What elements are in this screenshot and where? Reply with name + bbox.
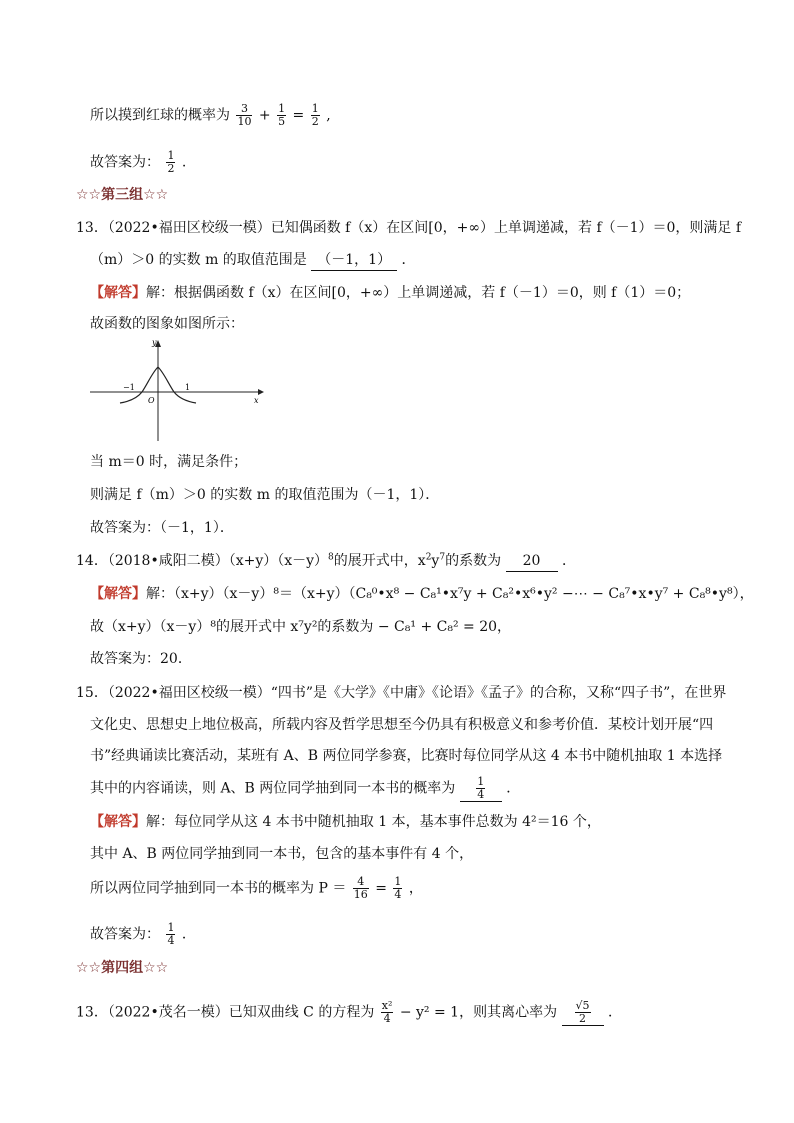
red-ball-probability-line: 所以摸到红球的概率为 $\frac{3}{10}$ + $\frac{1}{5}$ = $\frac{1}{2}$ , — [90, 102, 331, 128]
answer-line: 故答案为： $\frac{1}{2}$ . — [90, 149, 187, 175]
fraction: $\frac{1}{5}$ — [278, 102, 286, 128]
fraction: $\frac{1}{4}$ — [167, 921, 175, 947]
fraction: $\frac{3}{10}$ — [237, 102, 252, 128]
question-15-line-1: 15．（2022•福田区校级一模）“四书”是《大学》《中庸》《论语》《孟子》的合称，又称“四子书”，在世界 — [76, 685, 727, 701]
solution-line-2: 其中 A、B 两位同学抽到同一本书，包含的基本事件有 4 个， — [90, 846, 474, 862]
y-label: y — [152, 338, 157, 347]
question-15-line-4: 其中的内容诵读，则 A、B 两位同学抽到同一本书的概率为 $\frac{1}{4}$ ． — [90, 775, 521, 801]
fraction: $\frac{1}{2}$ — [167, 149, 175, 175]
answer-blank — [460, 776, 502, 802]
question-13-line-2: （m）＞0 的实数 m 的取值范围是 （－1，1） ． — [90, 250, 416, 271]
solution-line-3: 所以两位同学抽到同一本书的概率为 P ＝ $\frac{4}{16}$ = $\frac{1}{4}$ ， — [90, 875, 423, 901]
group-header: ☆☆第三组☆☆ — [76, 187, 169, 203]
question-13-hyperbola: 13．（2022•茂名一模）已知双曲线 C 的方程为 $\frac{\text{x²}}{4}$ − y² = 1，则其离心率为 $\frac{√5}{2}$ ． — [76, 999, 622, 1025]
answer-blank: （－1，1） — [311, 250, 397, 271]
solution-line-1: 【解答】解：根据偶函数 f（x）在区间[0，+∞）上单调递减，若 f（－1）＝0，则 f（1）＝0； — [90, 285, 691, 301]
question-13-line-1: 13．（2022•福田区校级一模）已知偶函数 f（x）在区间[0，+∞）上单调递减，若 f（－1）＝0，则满足 f — [76, 220, 742, 236]
solution-line-1: 【解答】解：每位同学从这 4 本书中随机抽取 1 本，基本事件总数为 4²＝16 个， — [90, 814, 601, 830]
function-graph — [90, 337, 265, 445]
fraction: $\frac{4}{16}$ — [353, 875, 368, 901]
fraction: $\frac{1}{4}$ — [477, 775, 485, 801]
fraction: $\frac{1}{2}$ — [311, 102, 319, 128]
question-15-line-3: 书”经典诵读比赛活动，某班有 A、B 两位同学参赛，比赛时每位同学从这 4 本书中随机抽取 1 本选择 — [90, 748, 723, 764]
origin-label: O — [148, 396, 155, 405]
x-label: x — [254, 396, 259, 405]
solution-line-5: 故答案为：（－1，1）． — [90, 520, 234, 536]
answer-blank — [562, 1000, 604, 1026]
question-14-line-1: 14．（2018•咸阳二模）$(x+y)(x-y)^8$的展开式中，$x^2y^7$的系数为 20 ． — [76, 551, 576, 572]
neg-one-label: −1 — [123, 383, 135, 392]
answer-blank: 20 — [506, 551, 558, 572]
solution-tag: 【解答】 — [90, 586, 146, 602]
solution-tag: 【解答】 — [90, 285, 146, 301]
group-header: ☆☆第四组☆☆ — [76, 960, 169, 976]
fraction: $\frac{√5}{2}$ — [575, 999, 590, 1025]
solution-line-4: 故答案为： $\frac{1}{4}$ ． — [90, 921, 196, 947]
solution-line-3: 故答案为：20． — [90, 651, 192, 667]
solution-line-4: 则满足 f（m）＞0 的实数 m 的取值范围为（－1，1）． — [90, 487, 440, 503]
x-axis-arrow — [258, 389, 264, 395]
fraction: $\frac{\text{x²}}{4}$ — [381, 999, 393, 1025]
one-label: 1 — [185, 383, 191, 392]
solution-line-2: 故（x+y）（x－y）⁸的展开式中 x⁷y²的系数为 − C₈¹ + C₈² = 20， — [90, 619, 512, 635]
solution-line-2: 故函数的图象如图所示： — [90, 316, 244, 332]
question-15-line-2: 文化史、思想史上地位极高，所载内容及哲学思想至今仍具有积极意义和参考价值．某校计划开展“四 — [90, 717, 714, 733]
fraction: $\frac{1}{4}$ — [394, 875, 402, 901]
solution-line-3: 当 m＝0 时，满足条件； — [90, 454, 248, 470]
solution-line-1: 【解答】解：（x+y）（x－y）⁸＝（x+y）（C₈⁰•x⁸ − C₈¹•x⁷y + C₈²•x⁶•y² −⋯ − C₈⁷•x•y⁷ + C₈⁸•y⁸）， — [90, 586, 754, 602]
solution-tag: 【解答】 — [90, 814, 146, 830]
